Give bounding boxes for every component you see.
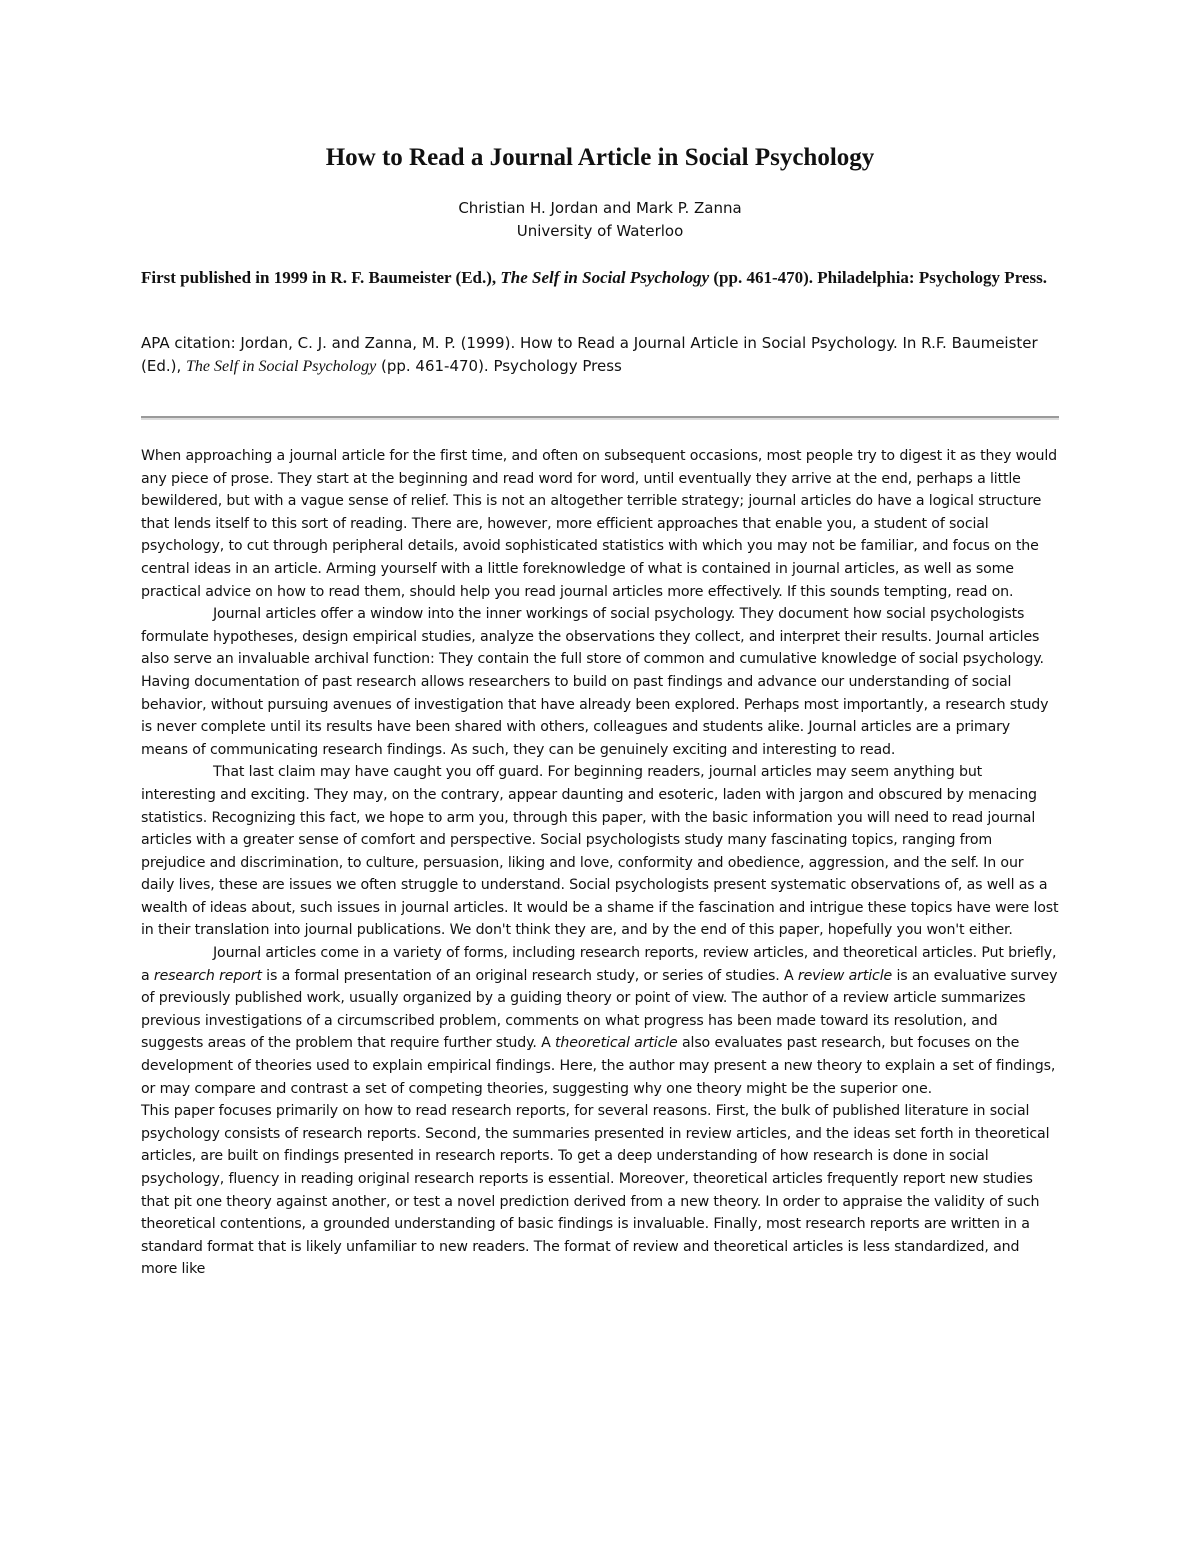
paragraph-4-text-4: also evaluates past research, but focuses on the development of theories used to explain empirical findings. Here, the author may present a new theory to explain a set of findings, or may compare and contrast a set of competing theories, suggesting why one theory might be the superior one. (141, 1035, 1056, 1097)
paragraph-4-text-3: is an evaluative survey of previously published work, usually organized by a guiding theory or point of view. The author of a review article summarizes previous investigations of a circumscribed problem, comments on what progress has been made toward its resolution, and suggests areas of the problem that require further study. A (141, 967, 1058, 1052)
term-theoretical-article: theoretical article (554, 1035, 678, 1052)
horizontal-rule (141, 416, 1059, 420)
term-research-report: research report (153, 967, 262, 984)
term-review-article: review article (797, 967, 893, 984)
author-names: Christian H. Jordan and Mark P. Zanna (458, 199, 742, 217)
paragraph-4-text-2: is a formal presentation of an original research study, or series of studies. A (261, 967, 798, 984)
publication-book-title: The Self in Social Psychology (500, 268, 710, 287)
body-paragraph-2: Journal articles offer a window into the inner workings of social psychology. They document how social psychologists formulate hypotheses, design empirical studies, analyze the observations they collect, and interpret their results. Journal articles also serve an invaluable archival function: They contain the full store of common and cumulative knowledge of social psychology. Having documentation of past research allows researchers to build on past findings and advance our understanding of social behavior, without pursuing avenues of investigation that have already been explored. Perhaps most importantly, a research study is never complete until its results have been shared with others, colleagues and students alike. Journal articles are a primary means of communicating research findings. As such, they can be genuinely exciting and interesting to read. (141, 606, 1049, 758)
apa-citation (141, 332, 1061, 378)
citation-suffix: (pp. 461-470). Psychology Press (376, 357, 622, 375)
publication-info (141, 266, 1061, 289)
publication-prefix: First published in 1999 in R. F. Baumeister (Ed.), (141, 268, 501, 287)
author-affiliation: University of Waterloo (516, 222, 684, 240)
paragraph-4-text-1: Journal articles come in a variety of forms, including research reports, review articles, and theoretical articles. Put briefly, a (141, 945, 1057, 984)
body-paragraph-1: When approaching a journal article for the first time, and often on subsequent occasions, most people try to digest it as they would any piece of prose. They start at the beginning and read word for word, until eventually they arrive at the end, perhaps a little bewildered, but with a vague sense of relief. This is not an altogether terrible strategy; journal articles do have a logical structure that lends itself to this sort of reading. There are, however, more efficient approaches that enable you, a student of social psychology, to cut through peripheral details, avoid sophisticated statistics with which you may not be familiar, and focus on the central ideas in an article. Arming yourself with a little foreknowledge of what is contained in journal articles, as well as some practical advice on how to read them, should help you read journal articles more effectively. If this sounds tempting, read on. (141, 448, 1058, 600)
article-body (141, 445, 1059, 1281)
body-paragraph-4 (141, 942, 1059, 1100)
body-paragraph-5: This paper focuses primarily on how to read research reports, for several reasons. First, the bulk of published literature in social psychology consists of research reports. Second, the summaries presented in review articles, and the ideas set forth in theoretical articles, are built on findings presented in research reports. To get a deep understanding of how research is done in social psychology, fluency in reading original research reports is essential. Moreover, theoretical articles frequently report new studies that pit one theory against another, or test a novel prediction derived from a new theory. In order to appraise the validity of such theoretical contentions, a grounded understanding of basic findings is invaluable. Finally, most research reports are written in a standard format that is likely unfamiliar to new readers. The format of review and theoretical articles is less standardized, and more like (141, 1103, 1050, 1278)
publication-suffix: (pp. 461-470). Philadelphia: Psychology Press. (709, 268, 1047, 287)
author-block (0, 197, 1200, 243)
citation-book-title: The Self in Social Psychology (186, 358, 377, 375)
body-paragraph-3: That last claim may have caught you off guard. For beginning readers, journal articles may seem anything but interesting and exciting. They may, on the contrary, appear daunting and esoteric, laden with jargon and obscured by menacing statistics. Recognizing this fact, we hope to arm you, through this paper, with the basic information you will need to read journal articles with a greater sense of comfort and perspective. Social psychologists study many fascinating topics, ranging from prejudice and discrimination, to culture, persuasion, liking and love, conformity and obedience, aggression, and the self. In our daily lives, these are issues we often struggle to understand. Social psychologists present systematic observations of, as well as a wealth of ideas about, such issues in journal articles. It would be a shame if the fascination and intrigue these topics have were lost in their translation into journal publications. We don't think they are, and by the end of this paper, hopefully you won't either. (141, 764, 1059, 939)
document-title: How to Read a Journal Article in Social Psychology (325, 144, 875, 171)
citation-prefix: APA citation: Jordan, C. J. and Zanna, M. P. (1999). How to Read a Journal Article in Social Psychology. In R.F. Baumeister (Ed.), (141, 334, 1038, 375)
